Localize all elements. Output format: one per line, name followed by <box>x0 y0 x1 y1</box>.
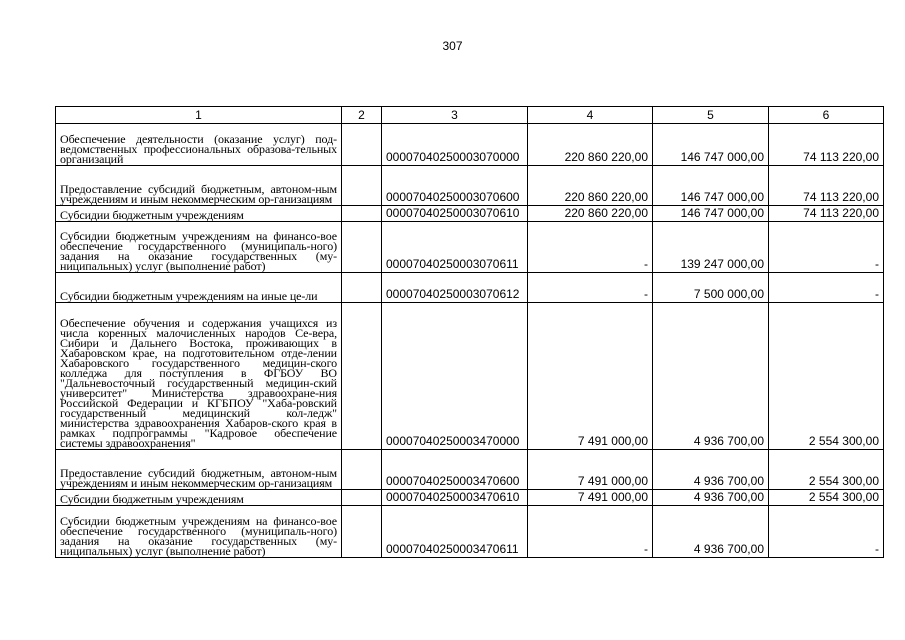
table-row <box>56 450 884 490</box>
row-value-col5: 146 747 000,00 <box>653 206 769 222</box>
row-value-col6: - <box>769 506 884 558</box>
row-value-col6: - <box>769 222 884 273</box>
row-code-cell: 00007040250003070610 <box>382 206 528 222</box>
row-name-cell: Предоставление субсидий бюджетным, автоном-ным учреждениям и иным некоммерческим ор-ганизациям <box>56 166 342 206</box>
row-col2-cell <box>342 124 382 166</box>
column-header-4: 4 <box>528 107 653 124</box>
table-row <box>56 273 884 303</box>
row-value-col4: 7 491 000,00 <box>528 303 653 450</box>
column-header-2: 2 <box>342 107 382 124</box>
row-value-col5: 7 500 000,00 <box>653 273 769 303</box>
row-name-cell: Субсидии бюджетным учреждениям на финансо-вое обеспечение государственного (муниципаль-ного) задания на оказание государственных (му-ниципальных) услуг (выполнение работ) <box>56 222 342 273</box>
row-col2-cell <box>342 506 382 558</box>
row-col2-cell <box>342 490 382 506</box>
row-code-cell: 00007040250003470600 <box>382 450 528 490</box>
row-value-col4: 220 860 220,00 <box>528 206 653 222</box>
row-code-cell: 00007040250003070000 <box>382 124 528 166</box>
page-number: 307 <box>442 39 463 53</box>
row-value-col6: - <box>769 273 884 303</box>
row-code-cell: 00007040250003070611 <box>382 222 528 273</box>
row-value-col4: 220 860 220,00 <box>528 166 653 206</box>
row-value-col6: 74 113 220,00 <box>769 206 884 222</box>
column-header-1: 1 <box>56 107 342 124</box>
row-value-col4: - <box>528 506 653 558</box>
row-name-cell: Предоставление субсидий бюджетным, автоном-ным учреждениям и иным некоммерческим ор-ганизациям <box>56 450 342 490</box>
row-name-cell: Субсидии бюджетным учреждениям <box>56 206 342 222</box>
row-value-col5: 4 936 700,00 <box>653 490 769 506</box>
row-value-col4: 7 491 000,00 <box>528 490 653 506</box>
row-value-col6: 74 113 220,00 <box>769 166 884 206</box>
row-value-col6: 2 554 300,00 <box>769 450 884 490</box>
row-value-col6: 2 554 300,00 <box>769 303 884 450</box>
row-value-col5: 4 936 700,00 <box>653 506 769 558</box>
row-code-cell: 00007040250003470611 <box>382 506 528 558</box>
row-col2-cell <box>342 303 382 450</box>
row-value-col5: 4 936 700,00 <box>653 450 769 490</box>
row-col2-cell <box>342 166 382 206</box>
table-row <box>56 222 884 273</box>
row-col2-cell <box>342 222 382 273</box>
row-value-col5: 146 747 000,00 <box>653 166 769 206</box>
table-row <box>56 206 884 222</box>
row-value-col6: 74 113 220,00 <box>769 124 884 166</box>
row-name-cell: Субсидии бюджетным учреждениям на иные це-ли <box>56 273 342 303</box>
row-value-col4: 220 860 220,00 <box>528 124 653 166</box>
row-value-col4: - <box>528 222 653 273</box>
table-row <box>56 124 884 166</box>
table-row <box>56 303 884 450</box>
row-col2-cell <box>342 450 382 490</box>
table-row <box>56 490 884 506</box>
row-name-cell: Обеспечение обучения и содержания учащихся из числа коренных малочисленных народов Се-вера, Сибири и Дальнего Востока, проживающих в Хабаровском крае, на подготовительном отде-лении Хабаровского государственного медицин-ского колледжа для поступления в ФГБОУ ВО "Дальневосточный государственный медицин-ский университет" Министерства здравоохране-ния Российской Федерации и КГБПОУ "Хаба-ровский государственный медицинский кол-ледж" министерства здравоохранения Хабаров-ского края в рамках подпрограммы "Кадровое обеспечение системы здравоохранения" <box>56 303 342 450</box>
row-col2-cell <box>342 273 382 303</box>
column-header-5: 5 <box>653 107 769 124</box>
row-value-col5: 139 247 000,00 <box>653 222 769 273</box>
row-value-col4: - <box>528 273 653 303</box>
row-name-cell: Субсидии бюджетным учреждениям на финансо-вое обеспечение государственного (муниципаль-ного) задания на оказание государственных (му-ниципальных) услуг (выполнение работ) <box>56 506 342 558</box>
budget-table <box>55 106 884 558</box>
table-row <box>56 506 884 558</box>
row-name-cell: Обеспечение деятельности (оказание услуг) под-ведомственных профессиональных образова-тельных организаций <box>56 124 342 166</box>
row-value-col5: 146 747 000,00 <box>653 124 769 166</box>
column-header-3: 3 <box>382 107 528 124</box>
row-value-col5: 4 936 700,00 <box>653 303 769 450</box>
table-header-row <box>56 107 884 124</box>
row-col2-cell <box>342 206 382 222</box>
row-code-cell: 00007040250003470000 <box>382 303 528 450</box>
row-value-col4: 7 491 000,00 <box>528 450 653 490</box>
row-code-cell: 00007040250003070612 <box>382 273 528 303</box>
row-code-cell: 00007040250003470610 <box>382 490 528 506</box>
column-header-6: 6 <box>769 107 884 124</box>
row-name-cell: Субсидии бюджетным учреждениям <box>56 490 342 506</box>
row-code-cell: 00007040250003070600 <box>382 166 528 206</box>
row-value-col6: 2 554 300,00 <box>769 490 884 506</box>
table-row <box>56 166 884 206</box>
